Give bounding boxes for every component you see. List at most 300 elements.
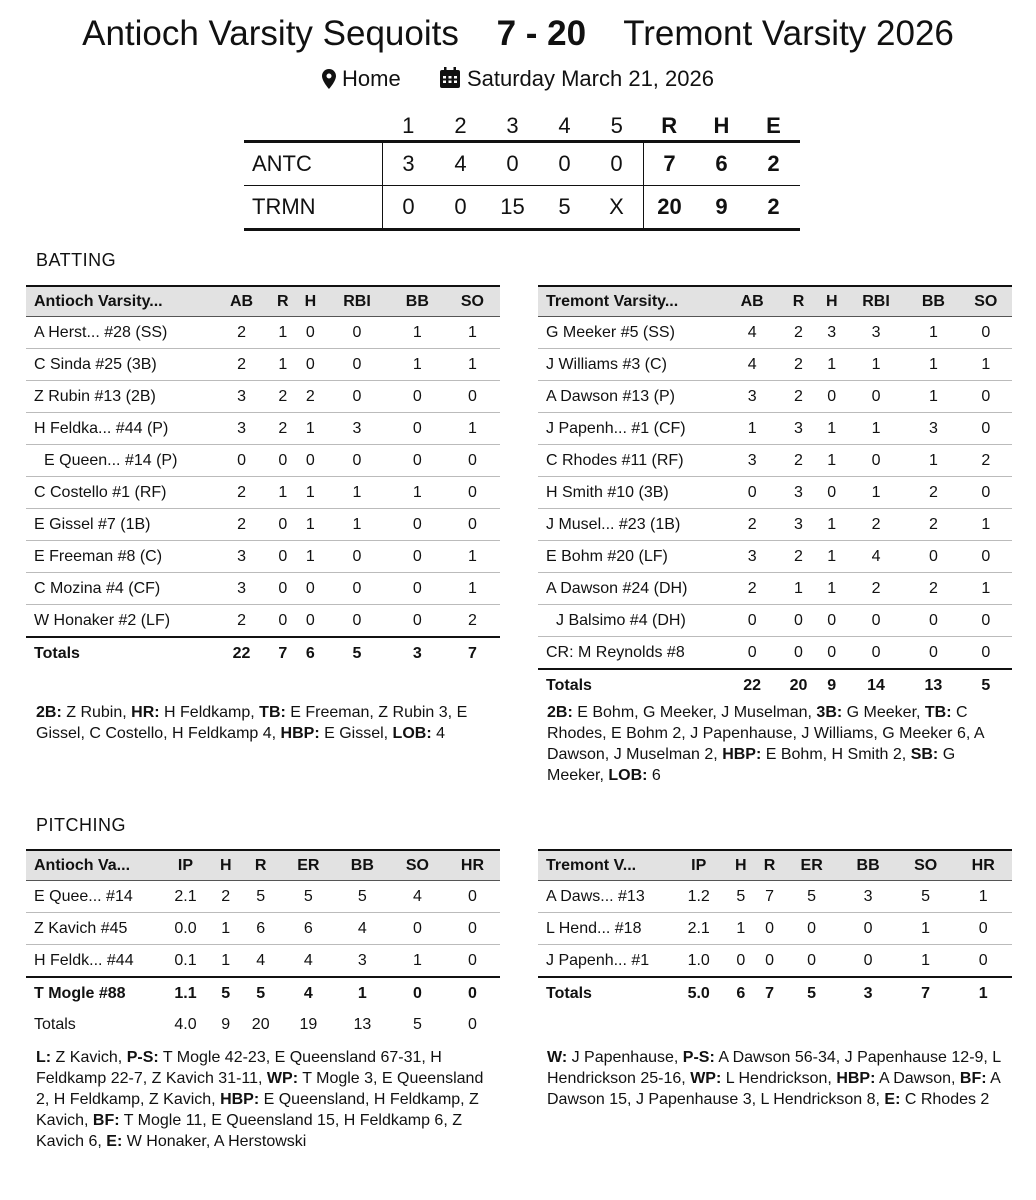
stat-value: 0 [445, 445, 500, 477]
stat-value: 5 [784, 977, 839, 1009]
stat-value: 0 [778, 637, 818, 670]
note-label: HR: [131, 704, 160, 721]
note-text: A Dawson 15, J Papenhause 3, L Hendrickson 8, [547, 1070, 1000, 1108]
stat-value: 7 [755, 977, 784, 1009]
runs-total: 20 [643, 186, 696, 230]
stat-value: 2 [214, 317, 269, 349]
stat-value: 2 [269, 381, 297, 413]
errors-total: 2 [748, 186, 800, 230]
note-text: T Mogle 42-23, E Queensland 67-31, H Feldkamp 22-7, Z Kavich 31-11, [36, 1049, 442, 1087]
stat-value: 2 [845, 573, 907, 605]
player-name: C Mozina #4 (CF) [26, 573, 214, 605]
stat-value: 5 [324, 637, 390, 669]
stat-value: 0 [907, 605, 959, 637]
stat-value: 0 [214, 445, 269, 477]
inning-header: 1 [402, 113, 415, 138]
note-text: L Hendrickson, [721, 1070, 837, 1087]
stat-value: 1 [819, 509, 845, 541]
note-label: P-S: [682, 1049, 715, 1066]
stat-value: 0 [960, 541, 1012, 573]
stat-value: 3 [324, 413, 390, 445]
stat-value: 0 [819, 381, 845, 413]
game-info [0, 66, 1036, 95]
stat-value: 0 [390, 977, 445, 1009]
table-row [26, 913, 500, 945]
stat-value: 20 [251, 1015, 270, 1033]
stat-value: 3 [726, 445, 778, 477]
stat-value: 3 [726, 541, 778, 573]
stat-value: 6 [282, 913, 335, 945]
stat-value: 1 [445, 541, 500, 573]
stat-value: 2 [778, 445, 818, 477]
inning-score: X [591, 186, 644, 230]
note-label: HBP: [722, 746, 762, 763]
stat-value: 1 [212, 913, 240, 945]
player-name: Totals [26, 637, 214, 669]
note-text: 6 [647, 767, 661, 784]
hits-total: 6 [696, 142, 748, 186]
stat-value: 1 [297, 413, 325, 445]
stat-column-header: BB [907, 286, 959, 317]
inning-score: 0 [487, 142, 539, 186]
stat-value: 2 [907, 573, 959, 605]
stat-value: 1 [390, 317, 445, 349]
stat-value: 2 [214, 477, 269, 509]
stat-value: 1.0 [671, 945, 726, 978]
stat-value: 0 [960, 477, 1012, 509]
stat-column-header: IP [159, 850, 212, 881]
note-label: BF: [92, 1112, 120, 1129]
stat-column-header: H [726, 850, 755, 881]
note-label: HBP: [836, 1070, 876, 1087]
stat-value: 1 [778, 573, 818, 605]
stat-value: 0 [390, 573, 445, 605]
stat-value: 0 [819, 477, 845, 509]
location-pin-icon [322, 69, 336, 95]
stat-value: 0.1 [159, 945, 212, 978]
stat-column-header: BB [839, 850, 897, 881]
stat-value: 2 [297, 381, 325, 413]
stat-value: 0 [445, 945, 500, 978]
stat-value: 0 [819, 605, 845, 637]
note-text: E Gissel, [319, 725, 393, 742]
stat-value: 0 [726, 637, 778, 670]
inning-header: 4 [558, 113, 571, 138]
table-row [26, 945, 500, 978]
note-text: E Freeman, Z Rubin 3, E Gissel, C Costello, H Feldkamp 4, [36, 704, 468, 742]
stat-value: 3 [845, 317, 907, 349]
stat-value: 2 [778, 349, 818, 381]
stat-value: 4 [335, 913, 390, 945]
away-team-name: Antioch Varsity Sequoits [82, 14, 459, 53]
table-row [26, 541, 500, 573]
stat-value: 1 [445, 349, 500, 381]
note-label: BF: [959, 1070, 987, 1087]
stat-value: 0 [954, 913, 1012, 945]
stat-value: 0 [784, 913, 839, 945]
stat-value: 6 [726, 977, 755, 1009]
stat-value: 20 [778, 669, 818, 701]
team-abbr: TRMN [244, 186, 382, 230]
player-name: E Freeman #8 (C) [26, 541, 214, 573]
totals-row [538, 669, 1012, 701]
player-name: L Hend... #18 [538, 913, 671, 945]
note-label: 3B: [816, 704, 843, 721]
stat-value: 1 [845, 349, 907, 381]
player-name: E Quee... #14 [26, 881, 159, 913]
note-label: WP: [690, 1070, 722, 1087]
stat-value: 0 [819, 637, 845, 670]
stat-value: 1 [819, 413, 845, 445]
stat-value: 0 [445, 977, 500, 1009]
stat-value: 1 [324, 477, 390, 509]
stat-value: 1 [960, 573, 1012, 605]
inning-score: 15 [487, 186, 539, 230]
inning-score: 0 [382, 186, 435, 230]
stat-value: 2 [269, 413, 297, 445]
player-name: J Papenh... #1 (CF) [538, 413, 726, 445]
stat-value: 1 [445, 317, 500, 349]
stat-value: 0 [845, 605, 907, 637]
stat-value: 7 [269, 637, 297, 669]
stat-value: 1 [897, 945, 955, 978]
stat-value: 0 [390, 605, 445, 638]
stat-value: 0 [954, 945, 1012, 978]
stat-value: 0 [297, 605, 325, 638]
note-text: G Meeker, [547, 746, 956, 784]
player-name: C Rhodes #11 (RF) [538, 445, 726, 477]
stat-value: 1 [907, 445, 959, 477]
stat-value: 7 [445, 637, 500, 669]
stat-value: 0 [390, 381, 445, 413]
stat-column-header: H [212, 850, 240, 881]
table-row [26, 477, 500, 509]
stat-value: 1 [445, 413, 500, 445]
totals-row [538, 977, 1012, 1009]
stat-value: 0 [445, 509, 500, 541]
stat-column-header: SO [960, 286, 1012, 317]
note-text: Z Kavich, [51, 1049, 127, 1066]
stat-value: 2 [778, 381, 818, 413]
stat-value: 1 [390, 349, 445, 381]
stat-value: 7 [755, 881, 784, 913]
player-name: Totals [538, 977, 671, 1009]
stat-value: 0 [297, 317, 325, 349]
player-name: J Williams #3 (C) [538, 349, 726, 381]
stat-column-header: R [755, 850, 784, 881]
stat-value: 0 [445, 913, 500, 945]
stat-value: 0.0 [159, 913, 212, 945]
stat-value: 1 [907, 317, 959, 349]
stat-value: 2 [778, 317, 818, 349]
stat-value: 1 [726, 413, 778, 445]
stat-value: 3 [819, 317, 845, 349]
stat-value: 6 [297, 637, 325, 669]
table-row [538, 945, 1012, 978]
table-row [538, 881, 1012, 913]
final-score: 7 - 20 [496, 14, 587, 53]
stat-value: 2 [726, 509, 778, 541]
totals-row [26, 1009, 500, 1040]
player-name: Z Rubin #13 (2B) [26, 381, 214, 413]
pitching-notes-home [547, 1047, 1012, 1110]
stat-value: 0 [269, 445, 297, 477]
stat-value: 3 [839, 977, 897, 1009]
stat-value: 13 [907, 669, 959, 701]
stat-value: 0 [907, 637, 959, 670]
calendar-icon [439, 67, 461, 95]
stat-value: 5 [335, 881, 390, 913]
stat-value: 1 [269, 477, 297, 509]
note-text: A Dawson 56-34, J Papenhause 12-9, L Hendrickson 25-16, [547, 1049, 1001, 1087]
note-label: P-S: [126, 1049, 159, 1066]
table-row [538, 413, 1012, 445]
note-text: H Feldkamp, [159, 704, 260, 721]
table-row [538, 349, 1012, 381]
stat-value: 0 [324, 605, 390, 638]
inning-score: 0 [539, 142, 591, 186]
stat-value: 4 [845, 541, 907, 573]
stat-value: 0 [324, 573, 390, 605]
stat-value: 1 [907, 349, 959, 381]
note-text: 4 [431, 725, 445, 742]
table-row [538, 381, 1012, 413]
stat-value: 0 [778, 605, 818, 637]
stat-value: 1.2 [671, 881, 726, 913]
batting-notes-away [36, 702, 496, 744]
stat-value: 5 [784, 881, 839, 913]
stat-value: 1 [819, 541, 845, 573]
stat-value: 0 [960, 605, 1012, 637]
player-name: T Mogle #88 [26, 977, 159, 1009]
stat-column-header: HR [954, 850, 1012, 881]
linescore-row-home [244, 186, 800, 230]
stat-value: 3 [214, 573, 269, 605]
stat-value: 2.1 [671, 913, 726, 945]
stat-column-header: AB [726, 286, 778, 317]
stat-value: 0 [445, 477, 500, 509]
player-name: A Herst... #28 (SS) [26, 317, 214, 349]
stat-value: 0 [390, 541, 445, 573]
note-text: T Mogle 3, E Queensland 2, H Feldkamp, Z Kavich, [36, 1070, 484, 1108]
stat-column-header: IP [671, 850, 726, 881]
stat-value: 0 [297, 349, 325, 381]
stat-value: 0 [297, 445, 325, 477]
stat-column-header: ER [282, 850, 335, 881]
pitching-table-away [26, 849, 500, 1040]
totals-row [26, 637, 500, 669]
stat-value: 3 [839, 881, 897, 913]
player-name: H Feldka... #44 (P) [26, 413, 214, 445]
note-text: C Rhodes, E Bohm 2, J Papenhause, J Williams, G Meeker 6, A Dawson, J Muselman 2, [547, 704, 984, 763]
stat-value: 0 [468, 1015, 477, 1033]
team-column-header: Tremont V... [538, 850, 671, 881]
stat-value: 2 [445, 605, 500, 638]
stat-column-header: R [240, 850, 282, 881]
stat-value: 2 [214, 509, 269, 541]
stat-value: 19 [299, 1015, 318, 1033]
note-label: E: [106, 1133, 123, 1150]
date-text: Saturday March 21, 2026 [466, 66, 714, 91]
stat-value: 1 [954, 977, 1012, 1009]
stat-value: 0 [839, 913, 897, 945]
stat-value: 0 [784, 945, 839, 978]
stat-value: 3 [778, 413, 818, 445]
stat-value: 0 [297, 573, 325, 605]
team-column-header: Tremont Varsity... [538, 286, 726, 317]
stat-value: 1 [297, 477, 325, 509]
stat-value: 0 [839, 945, 897, 978]
inning-score: 0 [435, 186, 487, 230]
player-name: Totals [538, 669, 726, 701]
player-name: J Balsimo #4 (DH) [538, 605, 726, 637]
stat-value: 1 [819, 573, 845, 605]
batting-table-home [538, 285, 1012, 701]
stat-value: 4 [240, 945, 282, 978]
stat-value: 0 [726, 605, 778, 637]
stat-value: 5 [726, 881, 755, 913]
stat-value: 0 [445, 881, 500, 913]
stat-value: 4 [726, 317, 778, 349]
stat-value: 2 [907, 477, 959, 509]
stat-value: 1 [269, 317, 297, 349]
stat-value: 0 [269, 509, 297, 541]
table-row [26, 881, 500, 913]
table-row [26, 317, 500, 349]
stat-value: 22 [726, 669, 778, 701]
stat-value: 1 [445, 573, 500, 605]
note-label: 2B: [547, 704, 573, 721]
table-row [538, 541, 1012, 573]
stat-value: 9 [221, 1015, 231, 1033]
note-label: WP: [266, 1070, 299, 1087]
stat-value: 2 [845, 509, 907, 541]
stat-column-header: BB [390, 286, 445, 317]
stat-value: 3 [390, 637, 445, 669]
note-label: TB: [924, 704, 952, 721]
stat-column-header: SO [445, 286, 500, 317]
stat-value: 0 [390, 509, 445, 541]
inning-header: 2 [454, 113, 467, 138]
table-row [538, 637, 1012, 670]
stat-value: 0 [324, 381, 390, 413]
location-text: Home [342, 66, 401, 91]
stat-column-header: H [297, 286, 325, 317]
batting-table-away [26, 285, 500, 669]
stat-value: 0 [390, 445, 445, 477]
stat-column-header: R [778, 286, 818, 317]
inning-header: 5 [610, 113, 623, 138]
note-text: Z Rubin, [61, 704, 132, 721]
stat-value: 0 [960, 637, 1012, 670]
stat-value: 2 [212, 881, 240, 913]
stat-value: 1 [960, 509, 1012, 541]
stat-value: 4 [390, 881, 445, 913]
stat-value: 2 [907, 509, 959, 541]
stat-value: 0 [324, 349, 390, 381]
errors-total: 2 [748, 142, 800, 186]
stat-column-header: SO [390, 850, 445, 881]
errors-header: E [766, 113, 781, 138]
stat-value: 1 [897, 913, 955, 945]
stat-column-header: SO [897, 850, 955, 881]
hits-total: 9 [696, 186, 748, 230]
stat-value: 22 [214, 637, 269, 669]
stat-value: 1 [907, 381, 959, 413]
stat-value: 5 [212, 977, 240, 1009]
stat-column-header: HR [445, 850, 500, 881]
note-text: J Papenhause, [567, 1049, 683, 1066]
batting-notes-home [547, 702, 1007, 786]
stat-value: 2 [214, 349, 269, 381]
table-header-row [538, 286, 1012, 317]
player-name: Z Kavich #45 [26, 913, 159, 945]
player-name: J Papenh... #1 [538, 945, 671, 978]
table-row [26, 413, 500, 445]
note-text: C Rhodes 2 [900, 1091, 990, 1108]
note-label: SB: [910, 746, 939, 763]
note-text: G Meeker, [842, 704, 925, 721]
player-name: J Musel... #23 (1B) [538, 509, 726, 541]
stat-value: 4.0 [174, 1015, 197, 1033]
table-row [26, 605, 500, 638]
stat-value: 5 [960, 669, 1012, 701]
stat-value: 6 [240, 913, 282, 945]
inning-score: 5 [539, 186, 591, 230]
stat-value: 0 [269, 573, 297, 605]
stat-value: 1 [845, 413, 907, 445]
player-name: Totals [34, 1015, 76, 1033]
stat-column-header: BB [335, 850, 390, 881]
player-name: G Meeker #5 (SS) [538, 317, 726, 349]
hits-header: H [713, 113, 730, 138]
note-text: W Honaker, A Herstowski [122, 1133, 307, 1150]
stat-value: 3 [778, 477, 818, 509]
stat-value: 5 [282, 881, 335, 913]
stat-value: 2 [726, 573, 778, 605]
stat-value: 5.0 [671, 977, 726, 1009]
stat-value: 7 [897, 977, 955, 1009]
stat-value: 0 [960, 317, 1012, 349]
stat-column-header: AB [214, 286, 269, 317]
note-label: L: [36, 1049, 52, 1066]
stat-value: 3 [214, 381, 269, 413]
table-row [26, 445, 500, 477]
stat-value: 1 [297, 541, 325, 573]
stat-value: 3 [335, 945, 390, 978]
stat-value: 0 [324, 541, 390, 573]
player-name: E Queen... #14 (P) [26, 445, 214, 477]
stat-value: 0 [845, 445, 907, 477]
linescore-table [244, 112, 800, 231]
stat-value: 1 [845, 477, 907, 509]
table-row [538, 445, 1012, 477]
note-label: HBP: [280, 725, 320, 742]
pitching-heading: PITCHING [36, 815, 127, 835]
runs-header: R [661, 113, 678, 138]
table-header-row [26, 286, 500, 317]
note-text: A Dawson, [875, 1070, 960, 1087]
note-text: E Queensland, H Feldkamp, Z Kavich, [36, 1091, 479, 1129]
stat-value: 1 [819, 445, 845, 477]
stat-value: 4 [726, 349, 778, 381]
table-row [538, 509, 1012, 541]
stat-value: 2 [960, 445, 1012, 477]
table-row [538, 605, 1012, 637]
stat-value: 0 [726, 945, 755, 978]
stat-value: 0 [269, 541, 297, 573]
table-row [538, 913, 1012, 945]
